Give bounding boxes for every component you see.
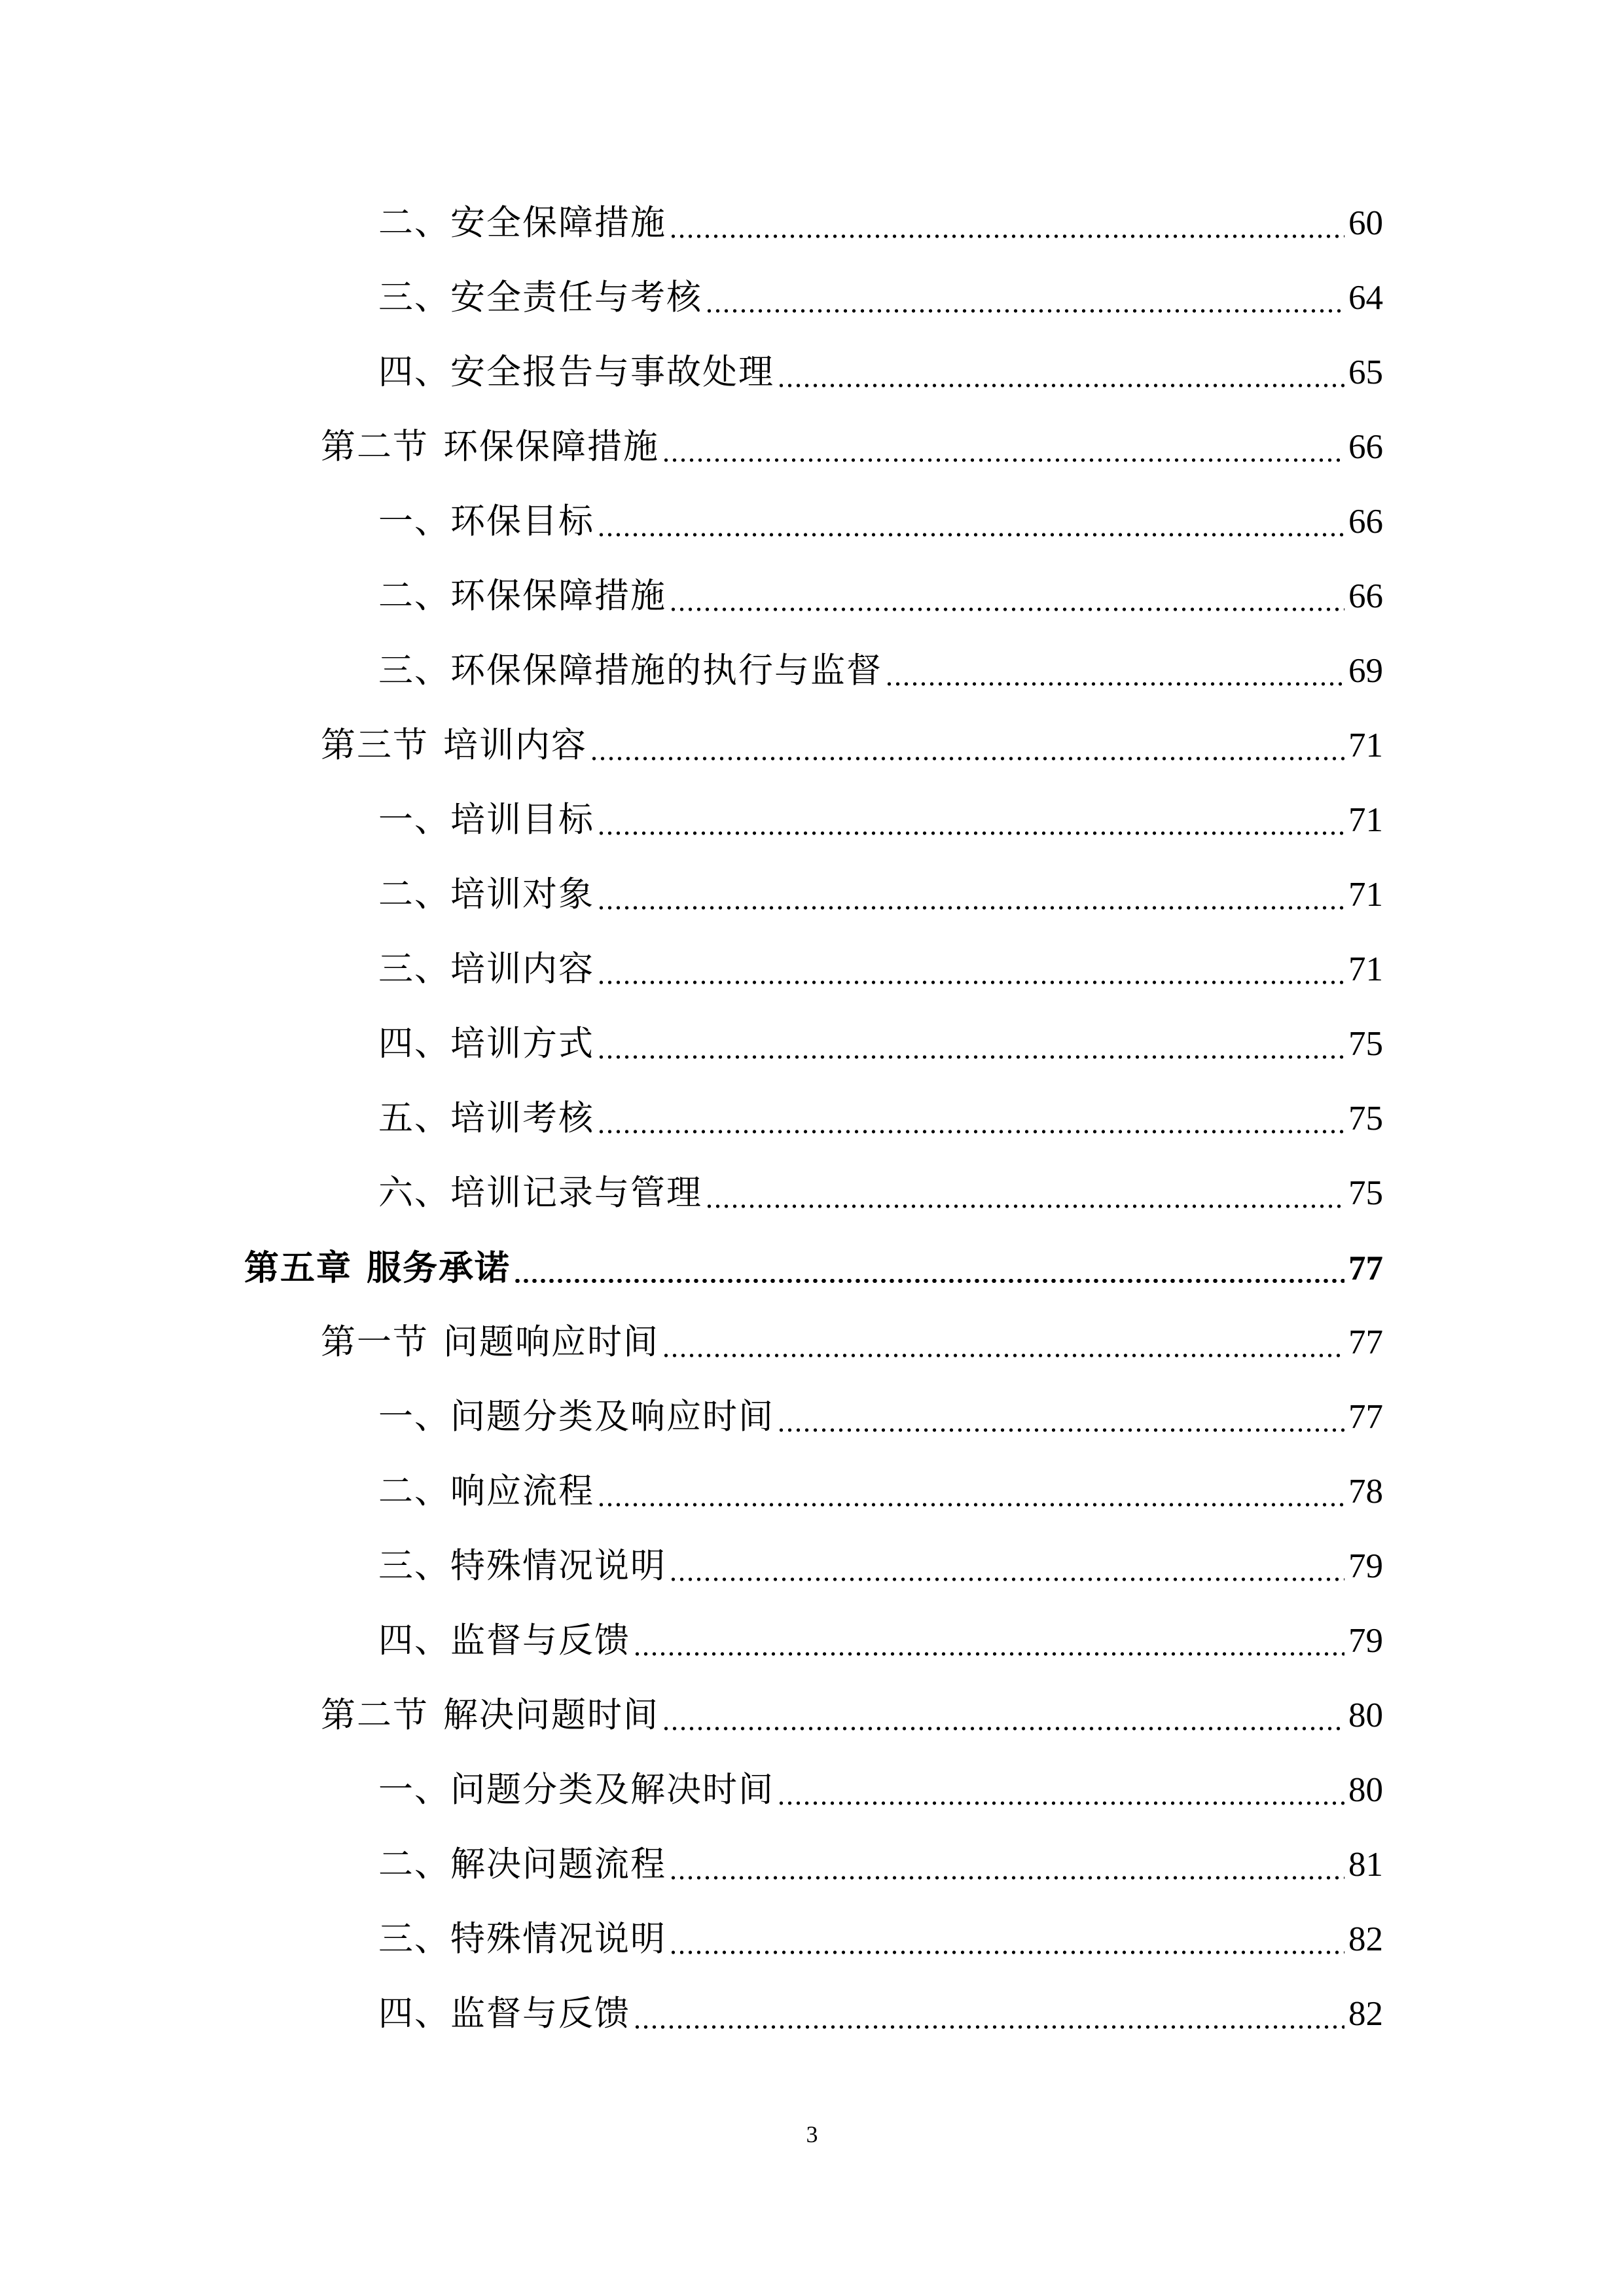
toc-entry[interactable] (378, 641, 1383, 700)
toc-entry[interactable] (378, 865, 1383, 924)
toc-entry[interactable] (378, 1537, 1383, 1596)
toc-entry[interactable] (378, 1835, 1383, 1894)
toc-entry[interactable] (378, 940, 1383, 999)
toc-entry-title: 二、环保保障措施 (378, 576, 666, 616)
page-number: 3 (806, 2121, 818, 2147)
toc-entry-title: 四、安全报告与事故处理 (378, 352, 774, 392)
dot-leader (597, 1055, 1344, 1059)
toc-entry-prefix: 第二节 (321, 427, 429, 467)
toc-entry-title: 一、环保目标 (378, 501, 594, 541)
toc-entry-title: 三、环保保障措施的执行与监督 (378, 651, 882, 691)
toc-entry-page: 75 (1348, 1025, 1383, 1063)
toc-entry-title: 一、问题分类及解决时间 (378, 1770, 774, 1810)
toc-entry-page: 77 (1348, 1398, 1383, 1436)
toc-entry-title: 三、安全责任与考核 (378, 278, 702, 317)
toc-entry-page: 71 (1348, 950, 1383, 988)
toc-entry-title: 二、安全保障措施 (378, 203, 666, 243)
toc-entry-page: 82 (1348, 1920, 1383, 1958)
toc-entry-section[interactable] (321, 1686, 1383, 1745)
dot-leader (705, 1204, 1344, 1208)
toc-entry-section[interactable] (321, 418, 1383, 476)
toc-entry-page: 78 (1348, 1473, 1383, 1511)
dot-leader (885, 682, 1344, 686)
toc-entry-title: 四、监督与反馈 (378, 1994, 630, 2034)
toc-entry-page: 66 (1348, 503, 1383, 541)
dot-leader (669, 234, 1344, 238)
toc-entry[interactable] (378, 567, 1383, 626)
dot-leader (662, 1354, 1344, 1357)
toc-entry-title: 三、培训内容 (378, 949, 594, 989)
toc-entry[interactable] (378, 1984, 1383, 2043)
toc-entry-page: 75 (1348, 1174, 1383, 1212)
dot-leader (633, 2025, 1344, 2029)
dot-leader (662, 458, 1344, 462)
toc-entry[interactable] (378, 492, 1383, 551)
toc-entry-page: 75 (1348, 1100, 1383, 1138)
toc-entry-title: 三、特殊情况说明 (378, 1546, 666, 1586)
toc-entry-page: 71 (1348, 726, 1383, 764)
toc-entry-title: 一、培训目标 (378, 800, 594, 840)
toc-entry[interactable] (378, 343, 1383, 402)
toc-entry-page: 60 (1348, 204, 1383, 242)
toc-entry-page: 79 (1348, 1547, 1383, 1585)
toc-entry-prefix: 第三节 (321, 725, 429, 765)
dot-leader (669, 1577, 1344, 1581)
toc-entry-page: 71 (1348, 876, 1383, 914)
dot-leader (669, 1950, 1344, 1954)
toc-entry-title: 二、解决问题流程 (378, 1844, 666, 1884)
dot-leader (777, 384, 1344, 387)
toc-entry-page: 64 (1348, 279, 1383, 317)
dot-leader (669, 607, 1344, 611)
toc-entry-title: 二、响应流程 (378, 1471, 594, 1511)
toc-entry[interactable] (378, 1611, 1383, 1670)
dot-leader (662, 1727, 1344, 1731)
toc-entry-section[interactable] (321, 716, 1383, 775)
dot-leader (597, 980, 1344, 984)
toc-entry-prefix: 第一节 (321, 1322, 429, 1362)
toc-entry-page: 77 (1348, 1249, 1383, 1287)
toc-entry[interactable] (378, 1910, 1383, 1969)
dot-leader (597, 906, 1344, 910)
toc-entry-page: 66 (1348, 428, 1383, 466)
dot-leader (513, 1279, 1344, 1283)
dot-leader (777, 1428, 1344, 1432)
toc-entry-title: 解决问题时间 (443, 1695, 659, 1735)
toc-entry-title: 四、监督与反馈 (378, 1621, 630, 1660)
dot-leader (777, 1801, 1344, 1805)
dot-leader (590, 757, 1344, 761)
toc-entry-title: 服务承诺 (367, 1247, 511, 1288)
dot-leader (633, 1652, 1344, 1656)
dot-leader (597, 1130, 1344, 1134)
toc-entry-page: 77 (1348, 1323, 1383, 1361)
toc-entry-page: 71 (1348, 801, 1383, 839)
toc-entry-page: 81 (1348, 1846, 1383, 1884)
toc-entry-page: 80 (1348, 1771, 1383, 1809)
toc-entry-title: 一、问题分类及响应时间 (378, 1397, 774, 1437)
toc-entry-title: 培训内容 (443, 725, 587, 765)
toc-entry-title: 环保保障措施 (443, 427, 659, 467)
toc-entry[interactable] (378, 1164, 1383, 1223)
toc-entry[interactable] (378, 791, 1383, 850)
toc-entry[interactable] (378, 268, 1383, 327)
toc-entry-page: 82 (1348, 1995, 1383, 2033)
dot-leader (597, 533, 1344, 537)
toc-entry[interactable] (378, 194, 1383, 253)
toc-entry-page: 66 (1348, 577, 1383, 615)
toc-entry-chapter[interactable] (244, 1238, 1383, 1297)
dot-leader (597, 1503, 1344, 1507)
toc-entry-section[interactable] (321, 1313, 1383, 1372)
toc-entry-title: 三、特殊情况说明 (378, 1919, 666, 1959)
dot-leader (705, 309, 1344, 313)
toc-entry-title: 问题响应时间 (443, 1322, 659, 1362)
toc-entry-page: 65 (1348, 353, 1383, 391)
toc-entry-page: 80 (1348, 1696, 1383, 1734)
toc-entry-page: 79 (1348, 1622, 1383, 1660)
toc-entry-page: 69 (1348, 652, 1383, 690)
toc-entry[interactable] (378, 1462, 1383, 1521)
dot-leader (597, 831, 1344, 835)
toc-entry-title: 二、培训对象 (378, 874, 594, 914)
toc-entry-title: 五、培训考核 (378, 1098, 594, 1138)
toc-entry-prefix: 第二节 (321, 1695, 429, 1735)
dot-leader (669, 1876, 1344, 1880)
toc-entry[interactable] (378, 1761, 1383, 1820)
toc-entry[interactable] (378, 1089, 1383, 1148)
toc-entry[interactable] (378, 1014, 1383, 1073)
toc-entry-title: 六、培训记录与管理 (378, 1173, 702, 1213)
toc-entry[interactable] (378, 1388, 1383, 1446)
toc-entry-title: 四、培训方式 (378, 1024, 594, 1064)
toc-entry-prefix: 第五章 (244, 1247, 352, 1288)
